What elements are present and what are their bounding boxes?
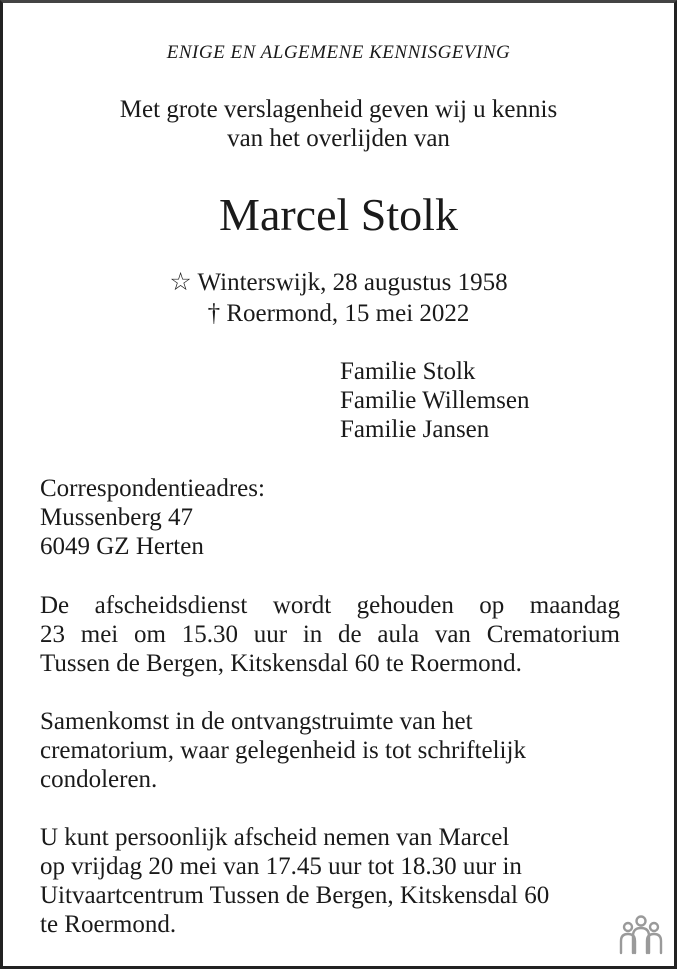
service-line: De afscheidsdienst wordt gehouden op maandag	[40, 592, 620, 619]
address-line: Mussenberg 47	[40, 504, 194, 531]
farewell-line: te Roermond.	[40, 911, 177, 938]
gathering-line: Samenkomst in de ontvangstruimte van het	[40, 708, 473, 735]
gathering-line: crematorium, waar gelegenheid is tot schriftelijk	[40, 737, 526, 764]
gathering-line: condoleren.	[40, 766, 158, 793]
death-line: † Roermond, 15 mei 2022	[207, 300, 470, 327]
farewell-line: U kunt persoonlijk afscheid nemen van Marcel	[40, 824, 510, 851]
intro-line: van het overlijden van	[227, 125, 450, 152]
farewell-line: op vrijdag 20 mei van 17.45 uur tot 18.30 uur in	[40, 853, 522, 880]
people-group-icon	[618, 915, 664, 955]
farewell-line: Uitvaartcentrum Tussen de Bergen, Kitskensdal 60	[40, 882, 550, 909]
deceased-name: Marcel Stolk	[219, 189, 458, 240]
notice-header: ENIGE EN ALGEMENE KENNISGEVING	[166, 42, 511, 63]
family-name: Familie Jansen	[340, 416, 490, 443]
service-line: 23 mei om 15.30 uur in de aula van Crematorium	[40, 621, 620, 648]
family-name: Familie Stolk	[340, 358, 476, 385]
service-line: Tussen de Bergen, Kitskensdal 60 te Roermond.	[40, 650, 522, 677]
address-line: Correspondentieadres:	[40, 475, 265, 502]
intro-line: Met grote verslagenheid geven wij u kennis	[119, 96, 558, 123]
birth-line: ☆ Winterswijk, 28 augustus 1958	[169, 269, 508, 296]
address-line: 6049 GZ Herten	[40, 533, 204, 560]
family-name: Familie Willemsen	[340, 387, 530, 414]
